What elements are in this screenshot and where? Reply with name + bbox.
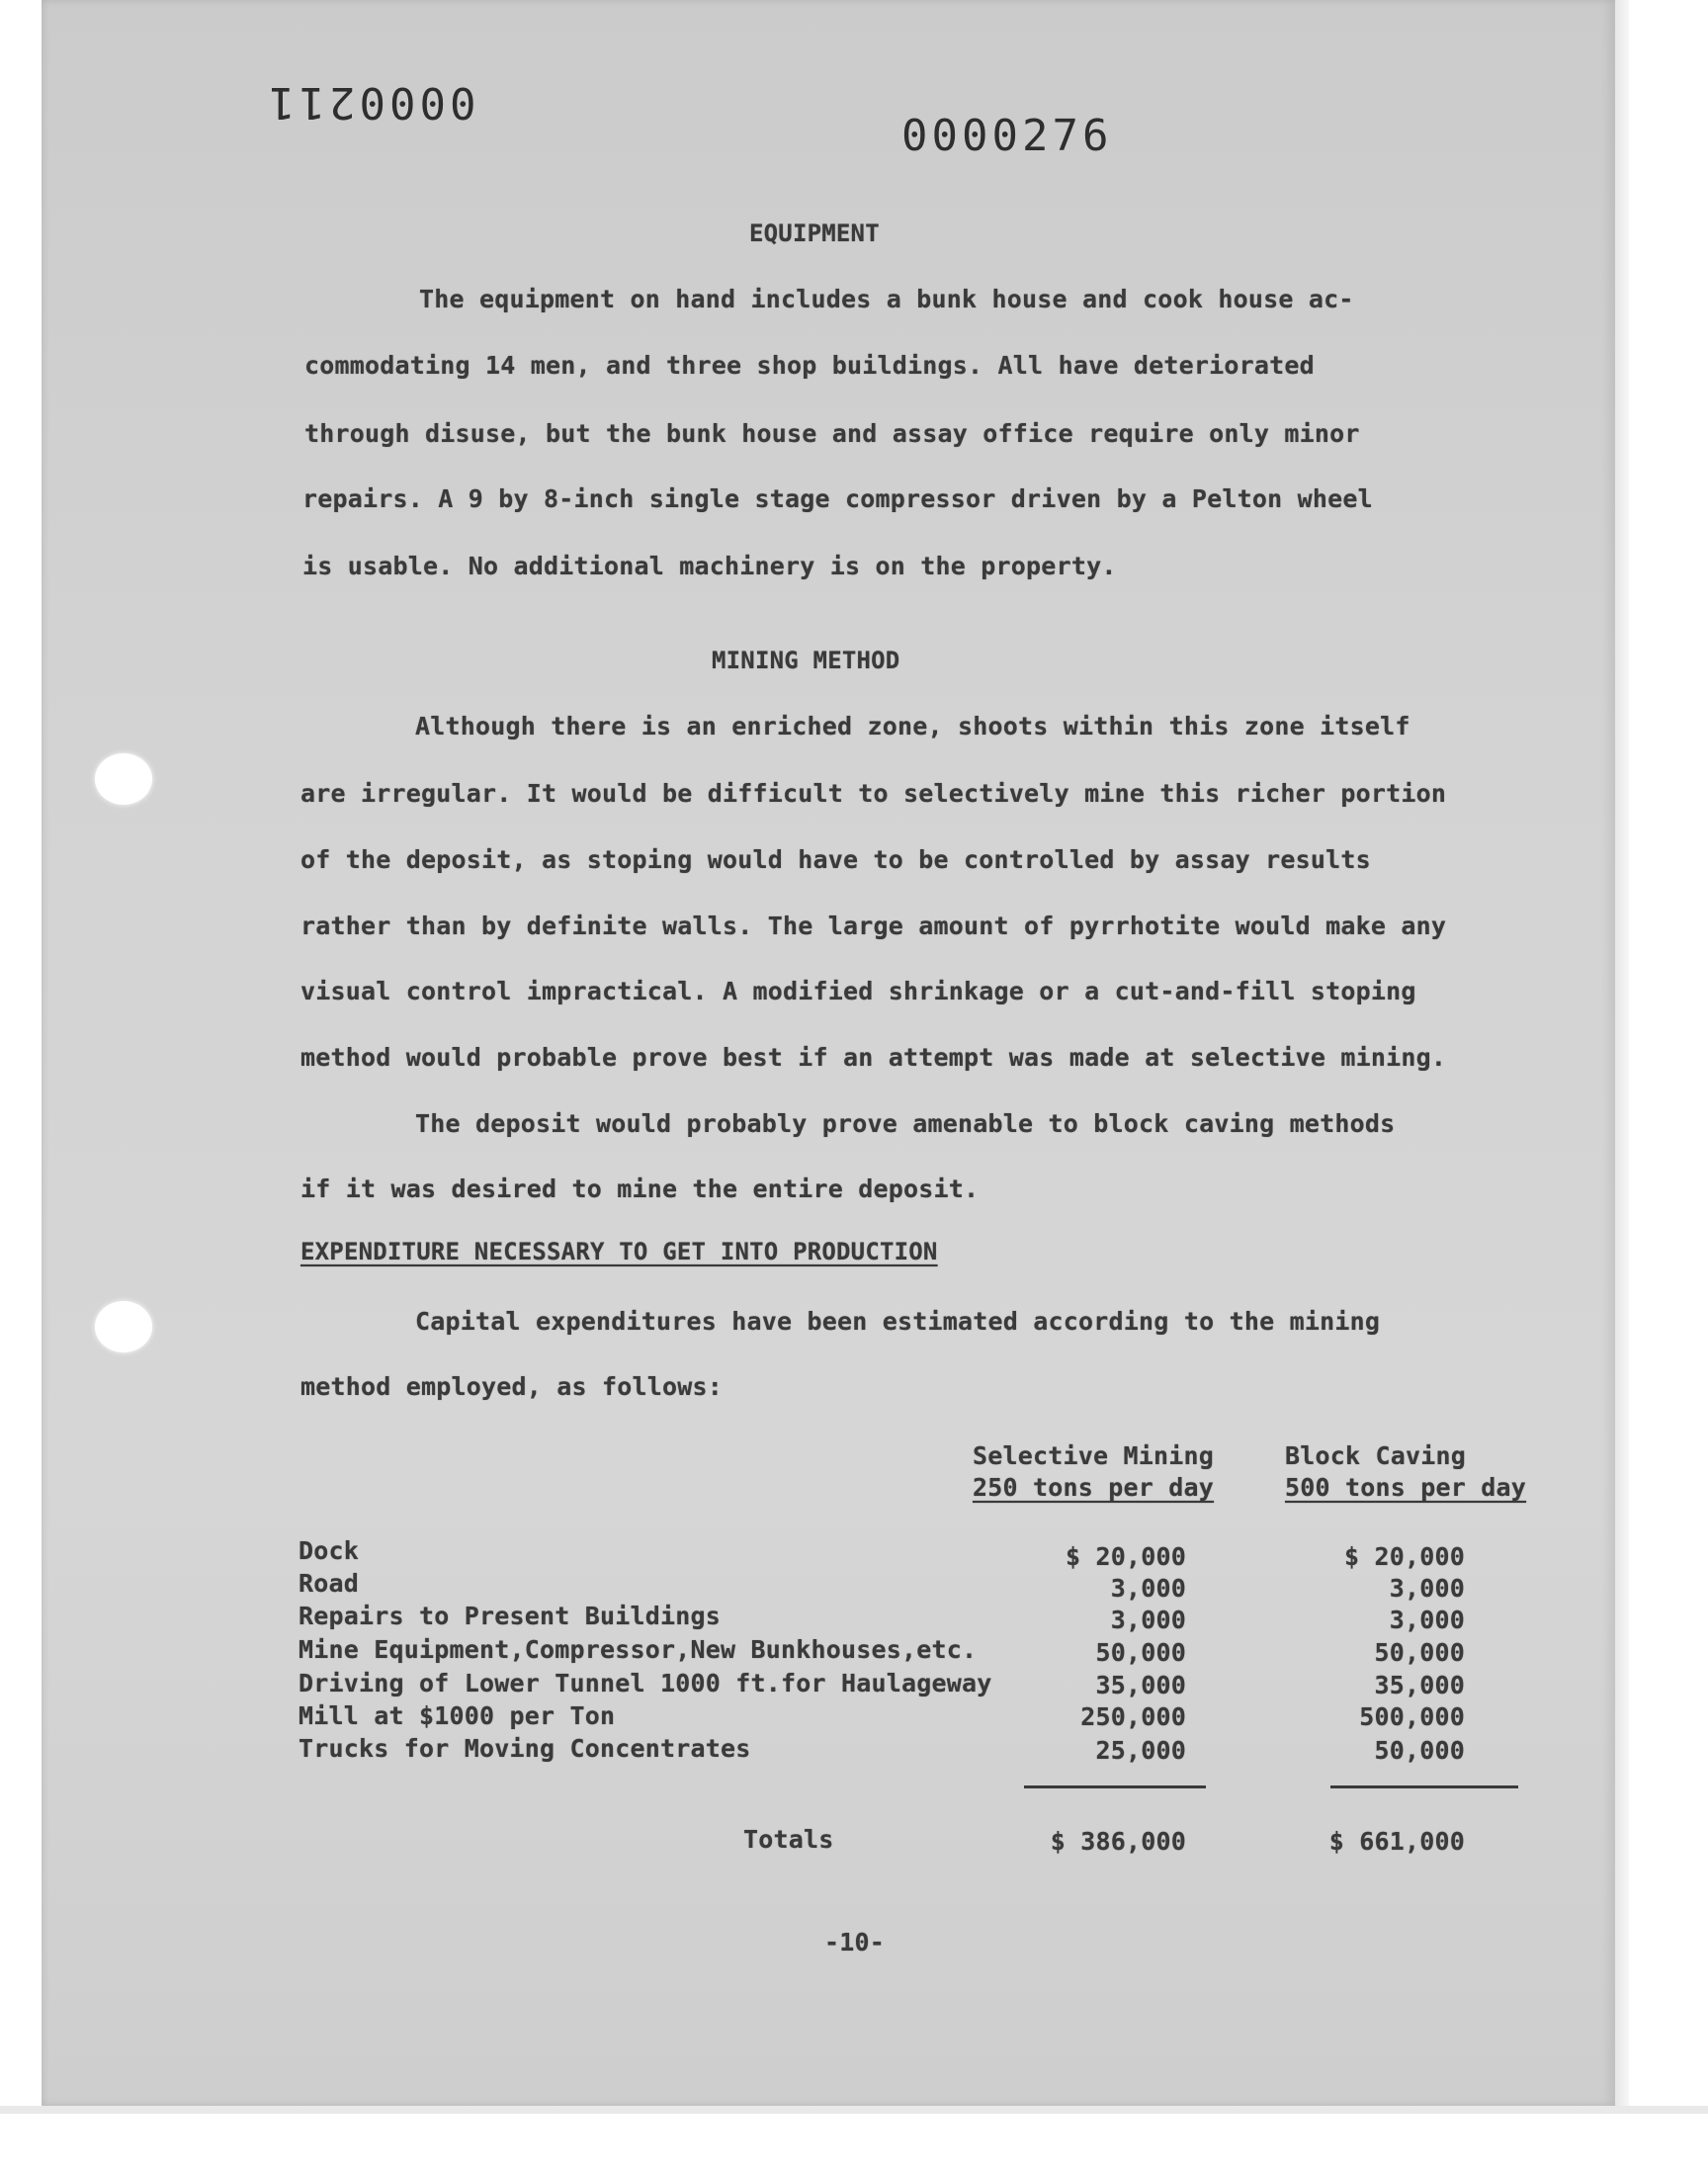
document-stamp-left-text: 0000211 — [265, 77, 476, 128]
expenditure-line: method employed, as follows: — [300, 1372, 724, 1401]
equipment-line: The equipment on hand includes a bunk house and cook house ac- — [419, 285, 1354, 313]
mining-method-line: if it was desired to mine the entire deposit. — [300, 1174, 980, 1203]
row-block-value: 50,000 — [1374, 1736, 1465, 1765]
row-label: Mill at $1000 per Ton — [299, 1701, 616, 1730]
mining-method-line: visual control impractical. A modified shrinkage or a cut-and-fill stoping — [300, 977, 1416, 1005]
block-caving-header: Block Caving — [1285, 1441, 1467, 1470]
block-total-rule — [1330, 1785, 1518, 1788]
row-label: Repairs to Present Buildings — [299, 1602, 722, 1630]
row-label: Trucks for Moving Concentrates — [299, 1734, 751, 1763]
row-selective-value: 250,000 — [1080, 1702, 1186, 1731]
mining-method-line: rather than by definite walls. The large amount of pyrrhotite would make any — [300, 912, 1447, 940]
punch-hole-top — [95, 753, 152, 805]
paper-edge — [1615, 0, 1629, 2106]
mining-method-heading: MINING METHOD — [712, 647, 900, 674]
document-stamp-right: 0000276 — [901, 111, 1113, 161]
row-block-value: 50,000 — [1374, 1638, 1465, 1667]
expenditure-heading: EXPENDITURE NECESSARY TO GET INTO PRODUCTION — [300, 1238, 938, 1265]
row-selective-value: 3,000 — [1110, 1606, 1186, 1634]
equipment-heading: EQUIPMENT — [749, 219, 880, 247]
row-label: Road — [299, 1569, 360, 1598]
row-label: Driving of Lower Tunnel 1000 ft.for Haulageway — [299, 1669, 992, 1697]
row-block-value: 500,000 — [1359, 1702, 1465, 1731]
equipment-line: repairs. A 9 by 8-inch single stage compressor driven by a Pelton wheel — [302, 484, 1373, 513]
row-block-value: 3,000 — [1389, 1606, 1465, 1634]
equipment-line: is usable. No additional machinery is on the property. — [302, 552, 1117, 580]
row-block-value: 3,000 — [1389, 1574, 1465, 1603]
mining-method-line: Although there is an enriched zone, shoots within this zone itself — [415, 712, 1410, 740]
equipment-line: commodating 14 men, and three shop buildings. All have deteriorated — [304, 351, 1315, 380]
mining-method-line: are irregular. It would be difficult to selectively mine this richer portion — [300, 779, 1447, 808]
block-caving-subheader: 500 tons per day — [1285, 1473, 1527, 1502]
selective-mining-subheader: 250 tons per day — [973, 1473, 1215, 1502]
mining-method-line: method would probable prove best if an attempt was made at selective mining. — [300, 1043, 1447, 1072]
selective-total-rule — [1024, 1785, 1206, 1788]
equipment-line: through disuse, but the bunk house and assay office require only minor — [304, 419, 1360, 448]
row-label: Mine Equipment,Compressor,New Bunkhouses,etc. — [299, 1635, 978, 1664]
row-selective-value: 35,000 — [1095, 1671, 1186, 1699]
page-number: -10- — [824, 1928, 886, 1957]
mining-method-line: of the deposit, as stoping would have to be controlled by assay results — [300, 845, 1371, 874]
total-block-value: $ 661,000 — [1328, 1827, 1465, 1856]
row-selective-value: 50,000 — [1095, 1638, 1186, 1667]
row-selective-value: $ 20,000 — [1065, 1542, 1186, 1571]
mining-method-line: The deposit would probably prove amenable to block caving methods — [415, 1109, 1396, 1138]
row-block-value: 35,000 — [1374, 1671, 1465, 1699]
expenditure-line: Capital expenditures have been estimated according to the mining — [415, 1307, 1381, 1336]
document-stamp-left — [265, 77, 475, 128]
punch-hole-bottom — [95, 1301, 152, 1352]
row-block-value: $ 20,000 — [1343, 1542, 1465, 1571]
selective-mining-header: Selective Mining — [973, 1441, 1215, 1470]
row-selective-value: 25,000 — [1095, 1736, 1186, 1765]
totals-label: Totals — [743, 1825, 834, 1854]
paper-bottom-edge — [0, 2106, 1708, 2114]
total-selective-value: $ 386,000 — [1050, 1827, 1186, 1856]
row-label: Dock — [299, 1536, 360, 1565]
row-selective-value: 3,000 — [1110, 1574, 1186, 1603]
